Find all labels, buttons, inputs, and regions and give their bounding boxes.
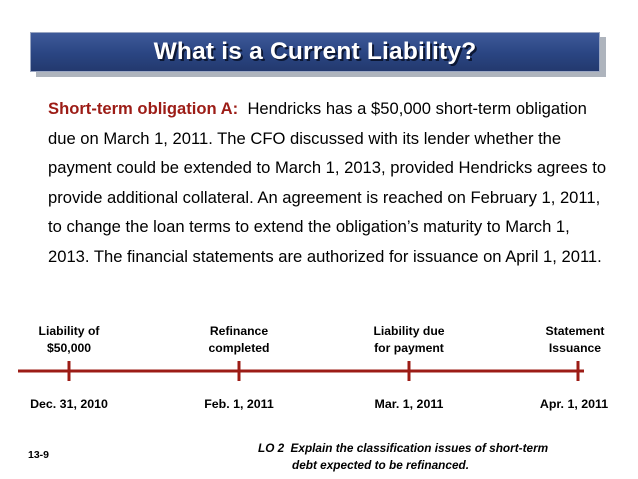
learning-objective-tag: LO 2 — [258, 441, 285, 455]
timeline-date-apr: Apr. 1, 2011 — [539, 397, 609, 411]
learning-objective-line1 — [258, 440, 548, 457]
timeline-label-line1: Liability due — [373, 324, 445, 338]
learning-objective — [258, 440, 548, 473]
timeline-label-line1: Liability of — [38, 324, 100, 338]
timeline-label-line1: Refinance — [209, 324, 269, 338]
slide-title: What is a Current Liability? — [153, 38, 477, 65]
body-paragraph — [48, 94, 608, 272]
obligation-lead: Short-term obligation A: — [48, 99, 239, 118]
timeline-label-line2: $50,000 — [46, 341, 92, 355]
learning-objective-text: Explain the classification issues of short-term — [290, 441, 549, 455]
timeline-axis — [0, 355, 638, 390]
timeline-label-apr — [546, 323, 605, 357]
timeline-date-dec: Dec. 31, 2010 — [30, 397, 108, 411]
timeline-label-feb — [209, 323, 270, 357]
timeline-label-line2: completed — [208, 341, 270, 355]
slide-number: 13-9 — [28, 449, 50, 461]
timeline-label-dec — [39, 323, 100, 357]
title-bar — [30, 32, 600, 72]
timeline-date-mar: Mar. 1, 2011 — [374, 397, 444, 411]
timeline-label-line1: Statement — [545, 324, 605, 338]
timeline-label-line2: for payment — [374, 341, 444, 355]
obligation-text: Hendricks has a $50,000 short-term obligation due on March 1, 2011. The CFO discussed with its lender whether the payment could be extended to March 1, 2013, provided Hendricks agrees to provide additional collateral. An agreement is reached on February 1, 2011, to change the loan terms to extend the obligation’s maturity to March 1, 2013. The financial statements are authorized for issuance on April 1, 2011. — [48, 99, 607, 266]
timeline-date-feb: Feb. 1, 2011 — [204, 397, 274, 411]
timeline-label-mar — [373, 323, 444, 357]
timeline-label-line2: Issuance — [548, 341, 602, 355]
learning-objective-line2: debt expected to be refinanced. — [292, 457, 469, 472]
